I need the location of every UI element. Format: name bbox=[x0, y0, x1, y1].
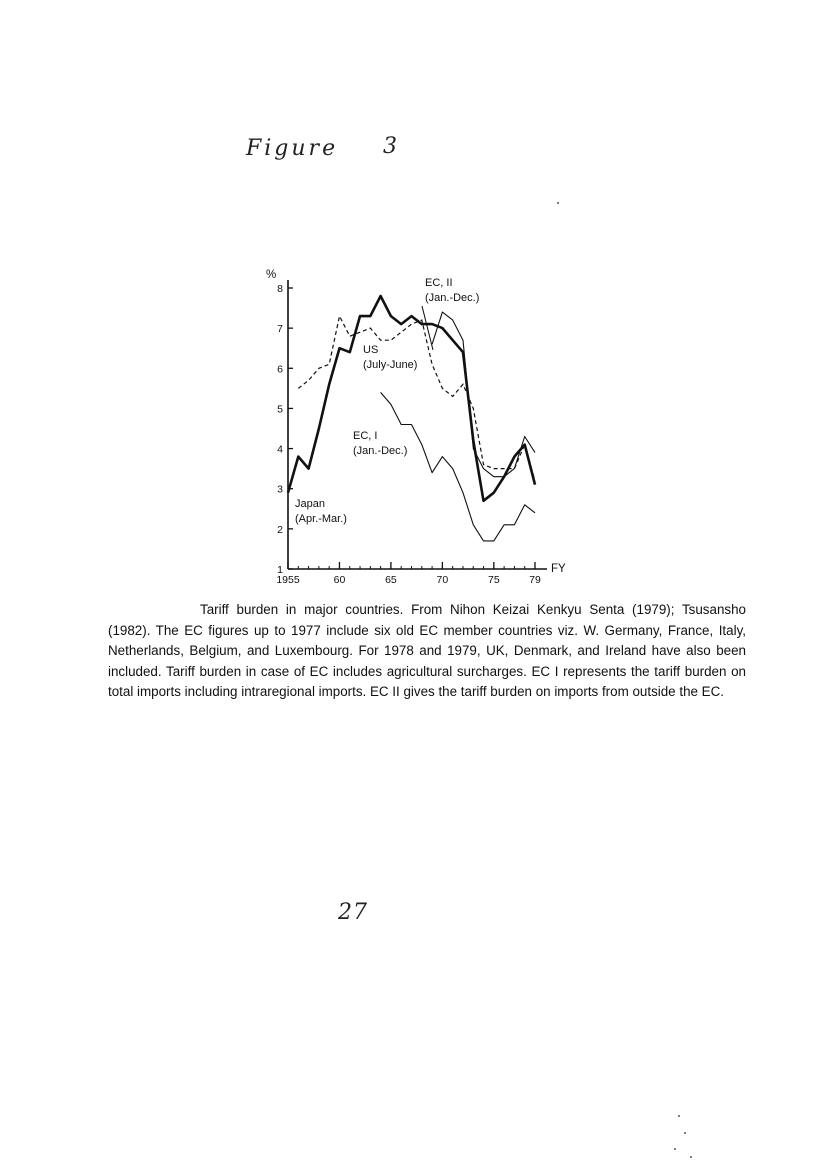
chart-series-lines bbox=[288, 296, 535, 541]
series-line-3 bbox=[432, 312, 535, 477]
y-tick-label: 4 bbox=[277, 443, 283, 456]
series-label-2: EC, I bbox=[353, 430, 378, 442]
series-label-3: EC, II bbox=[425, 277, 453, 289]
figure-title: Figure bbox=[246, 136, 339, 161]
figure-caption: Tariff burden in major countries. From Nihon Keizai Kenkyu Senta (1979); Tsusansho (1982). The EC figures up to 1977 include six old EC member countries viz. W. Germany, France, Italy, Netherlands, Belgium, and Luxembourg. For 1978 and 1979, UK, Denmark, and Ireland have also been included. Tariff burden in case of EC includes agricultural surcharges. EC I represents the tariff burden on total imports including intraregional imports. EC II gives the tariff burden on imports from outside the EC. bbox=[108, 602, 746, 699]
tariff-burden-chart bbox=[255, 262, 585, 592]
y-tick-label: 8 bbox=[277, 283, 283, 295]
chart-axes bbox=[266, 269, 566, 586]
y-tick-label: 1 bbox=[277, 564, 283, 576]
series-label-1-sub: (July-June) bbox=[363, 359, 418, 371]
x-tick-label: 65 bbox=[385, 574, 397, 586]
series-label-0-sub: (Apr.-Mar.) bbox=[295, 513, 347, 525]
series-line-1 bbox=[298, 316, 535, 481]
series-line-0 bbox=[288, 296, 535, 501]
x-tick-label: 60 bbox=[333, 574, 346, 586]
series-label-2-sub: (Jan.-Dec.) bbox=[353, 445, 408, 457]
y-tick-label: 6 bbox=[277, 363, 283, 376]
x-tick-label: 75 bbox=[487, 574, 500, 586]
page-number: 27 bbox=[338, 900, 368, 925]
chart-series-labels bbox=[295, 277, 479, 525]
x-axis-label: FY bbox=[551, 563, 566, 575]
x-tick-label: 1955 bbox=[276, 574, 300, 586]
scan-speck bbox=[690, 1156, 692, 1158]
y-axis-label: % bbox=[266, 269, 277, 281]
series-label-3-sub: (Jan.-Dec.) bbox=[425, 292, 480, 304]
figure-number: 3 bbox=[383, 134, 400, 159]
x-tick-label: 79 bbox=[529, 574, 541, 586]
scan-speck bbox=[678, 1115, 680, 1117]
scan-speck bbox=[684, 1132, 686, 1134]
series-label-1: US bbox=[363, 344, 379, 356]
x-tick-label: 70 bbox=[436, 574, 449, 586]
scan-speck bbox=[557, 202, 559, 204]
series-line-2 bbox=[381, 392, 535, 541]
series-label-0: Japan bbox=[295, 498, 325, 510]
y-tick-label: 3 bbox=[277, 483, 283, 496]
y-tick-label: 7 bbox=[277, 323, 283, 336]
y-tick-label: 5 bbox=[277, 403, 283, 416]
scan-speck bbox=[674, 1148, 676, 1150]
chart-svg bbox=[255, 262, 585, 592]
y-tick-label: 2 bbox=[277, 523, 283, 536]
